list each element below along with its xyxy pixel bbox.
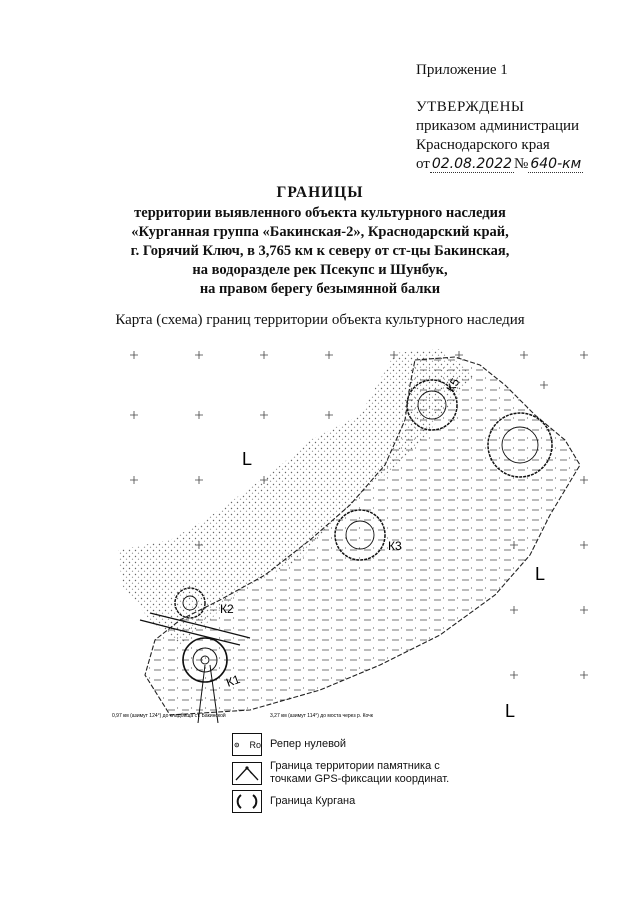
marker-bottom: L: [505, 701, 516, 721]
mound-label-k5: К5: [443, 375, 463, 395]
mound-boundary-icon: [232, 790, 262, 813]
note-left: 0,97 км (азимут 124°) до кладбища ст. Бакинской: [112, 713, 226, 719]
benchmark-symbol: Ro: [249, 739, 261, 750]
legend-text-boundary-line1: Граница территории памятника с: [270, 760, 440, 772]
legend-text-benchmark: Репер нулевой: [270, 738, 347, 750]
appendix-label: Приложение 1: [416, 62, 508, 78]
approval-stamp: [416, 98, 631, 174]
document-title: [20, 183, 620, 299]
mound-label-k3: К3: [388, 539, 402, 553]
approved-by-line1: приказом администрации: [416, 118, 580, 134]
mound-label-k1: К1: [224, 671, 242, 690]
title-main: ГРАНИЦЫ: [276, 184, 364, 201]
title-line3: г. Горячий Ключ, в 3,765 км к северу от ст-цы Бакинская,: [130, 243, 510, 259]
mound-label-k2: К2: [220, 602, 234, 616]
title-line2: «Курганная группа «Бакинская-2», Краснодарский край,: [131, 224, 509, 240]
boundary-map: [110, 345, 600, 723]
order-number: 640-км: [530, 156, 582, 172]
map-legend: [232, 733, 532, 817]
order-number-sign: №: [514, 156, 529, 172]
note-right: 3,27 км (азимут 114°) до моста через р. Кочк: [270, 713, 373, 719]
title-line5: на правом берегу безымянной балки: [199, 281, 441, 297]
legend-item-boundary: [232, 760, 532, 786]
marker-right: L: [535, 564, 546, 584]
legend-item-mound: [232, 790, 532, 813]
benchmark-icon: [232, 733, 262, 756]
approved-title: УТВЕРЖДЕНЫ: [416, 99, 525, 115]
order-line: [416, 155, 631, 174]
map-caption: Карта (схема) границ территории объекта культурного наследия: [115, 312, 525, 328]
legend-text-boundary-line2: точками GPS-фиксации координат.: [270, 773, 450, 785]
legend-text-boundary: [270, 760, 449, 786]
title-line1: территории выявленного объекта культурного наследия: [134, 205, 506, 221]
legend-text-mound: Граница Кургана: [270, 795, 356, 807]
marker-left: L: [242, 449, 253, 469]
order-prefix: от: [416, 156, 430, 172]
title-line4: на водоразделе рек Псекупс и Шунбук,: [192, 262, 448, 278]
order-date: 02.08.2022: [431, 156, 513, 172]
legend-item-benchmark: [232, 733, 532, 756]
boundary-gps-icon: [232, 762, 262, 785]
approved-by-line2: Краснодарского края: [416, 137, 550, 153]
